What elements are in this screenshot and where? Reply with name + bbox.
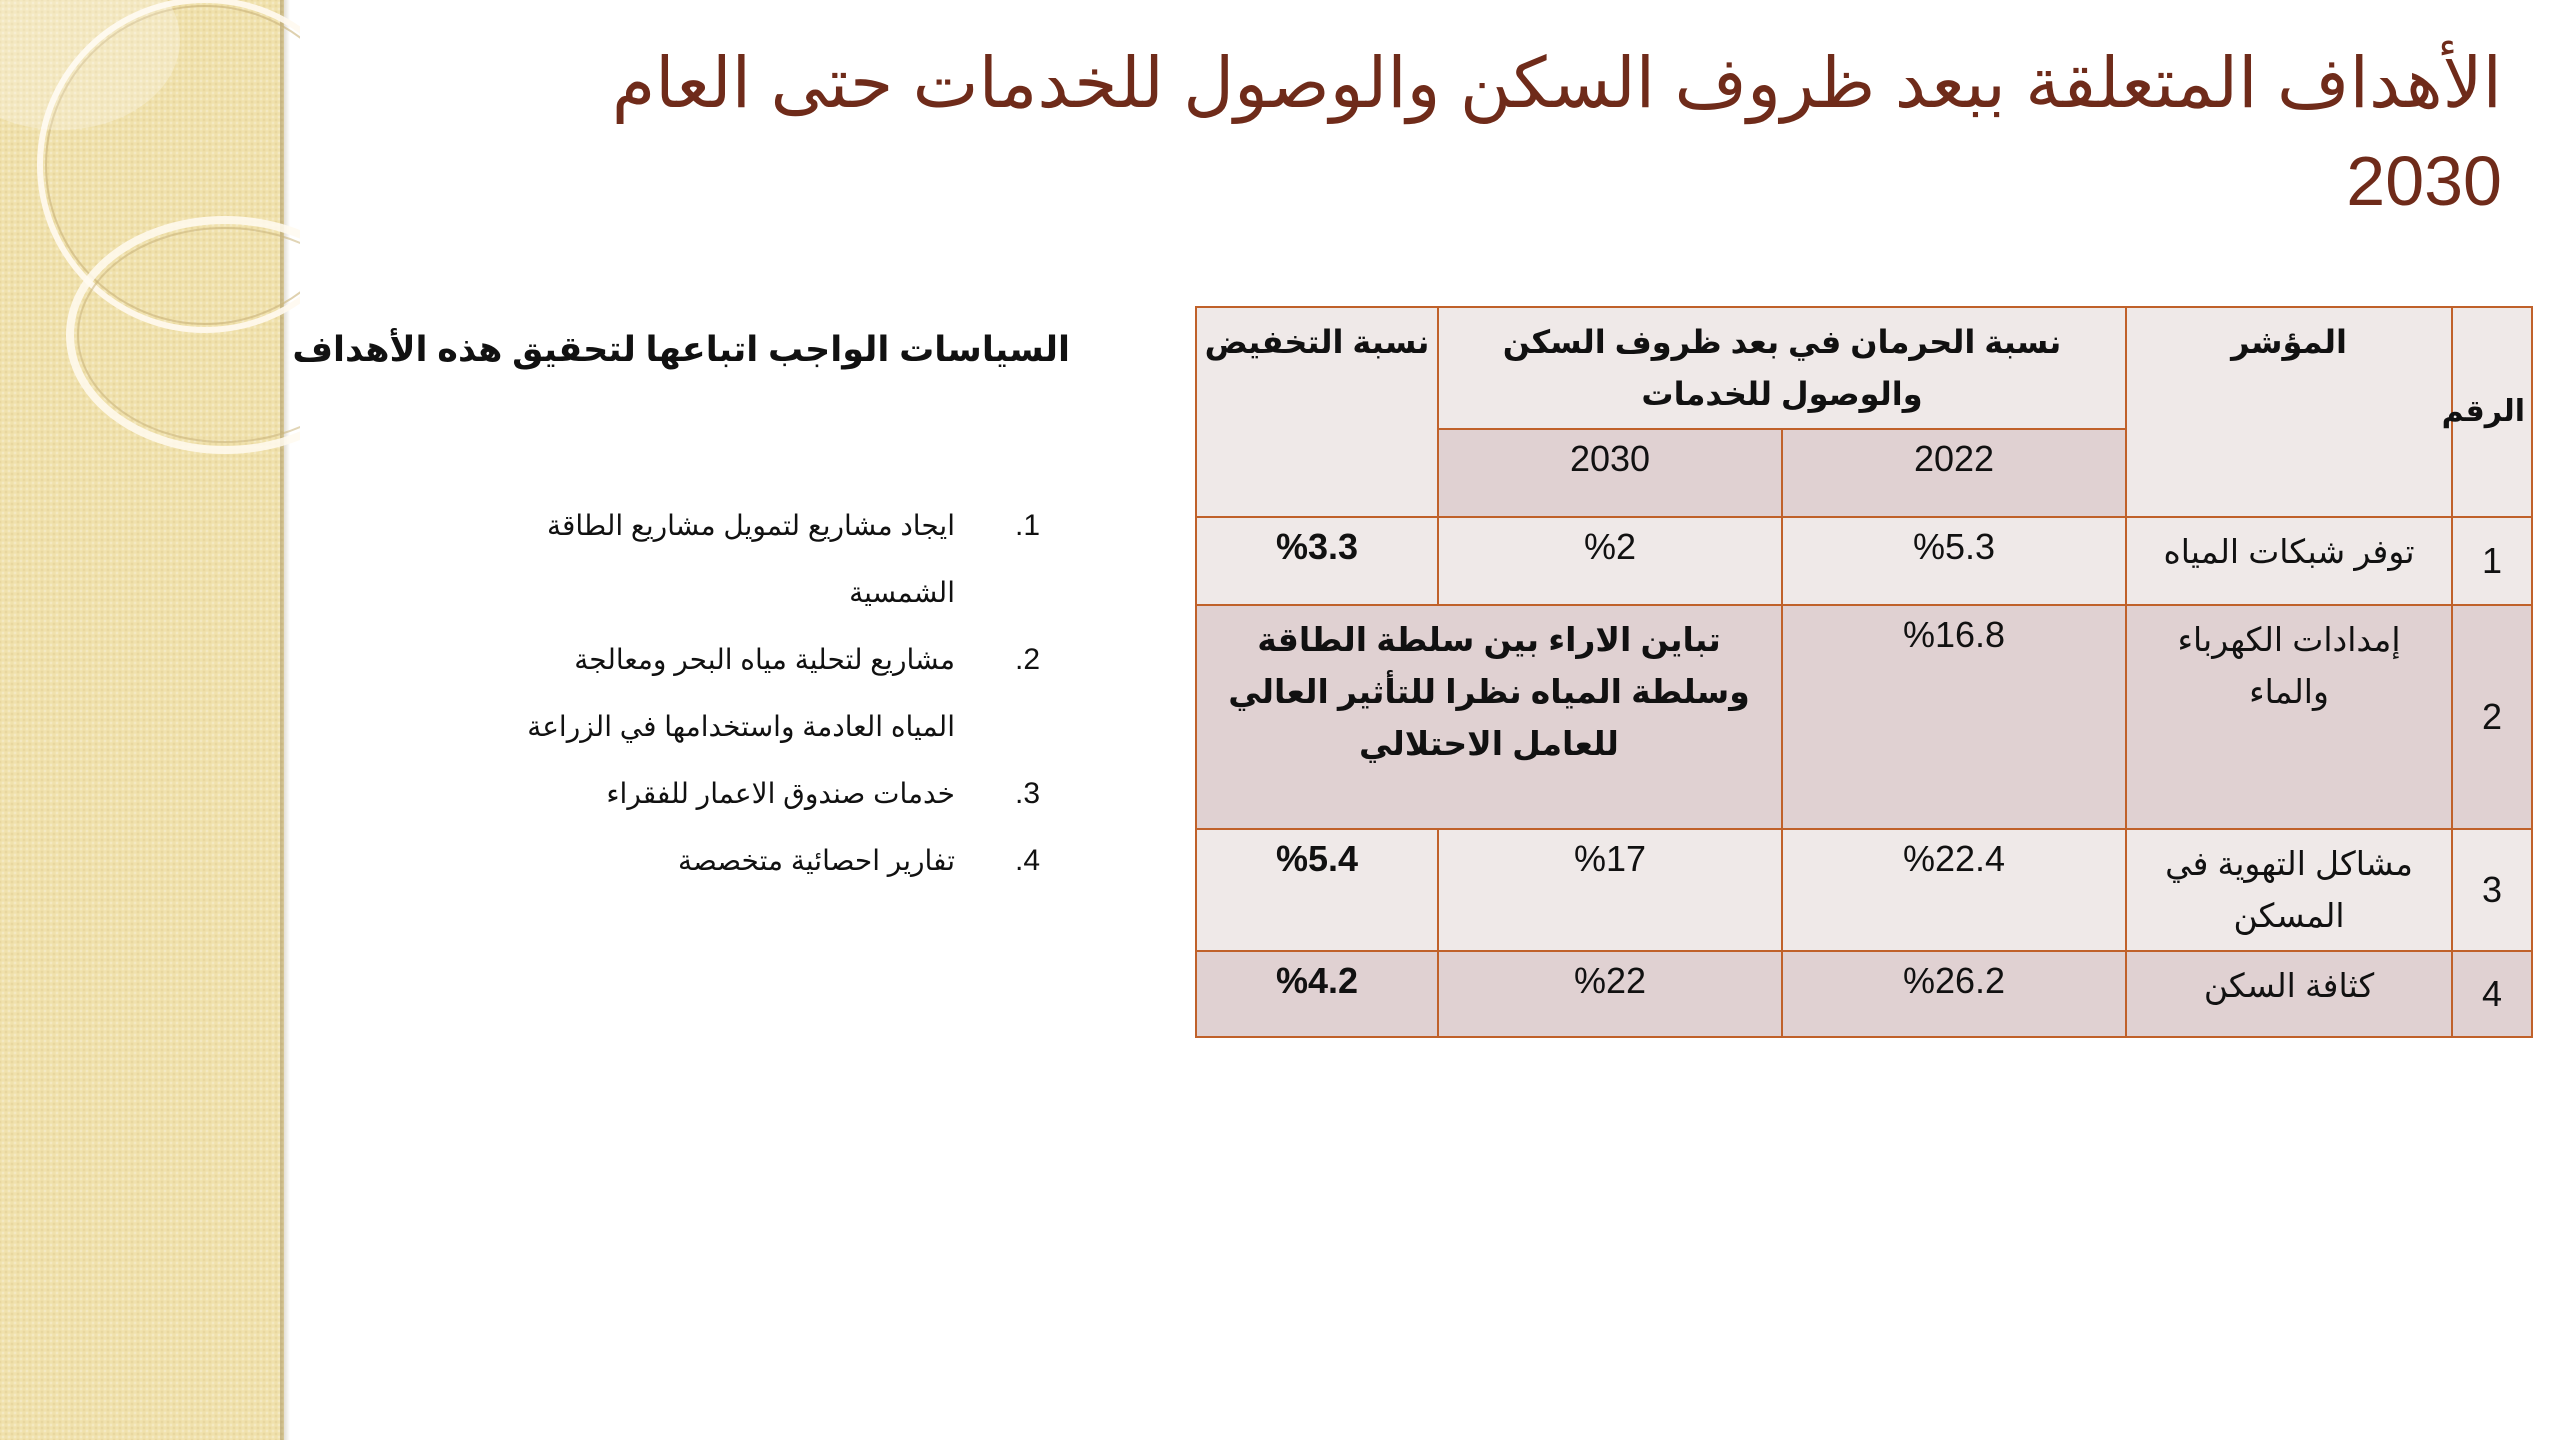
header-reduction: نسبة التخفيض xyxy=(1196,307,1438,517)
row-indicator: كثافة السكن xyxy=(2126,951,2452,1037)
table-row xyxy=(1196,517,2532,605)
policy-text: خدمات صندوق الاعمار للفقراء xyxy=(606,778,955,809)
row-reduction: %5.4 xyxy=(1196,829,1438,951)
header-deprivation: نسبة الحرمان في بعد ظروف السكن والوصول للخدمات xyxy=(1438,307,2126,429)
policy-number: 4. xyxy=(1014,844,1040,877)
row-indicator: إمدادات الكهرباء والماء xyxy=(2126,605,2452,829)
policy-item xyxy=(330,827,1070,894)
row-note: تباين الاراء بين سلطة الطاقة وسلطة المياه نظرا للتأثير العالي للعامل الاحتلالي xyxy=(1196,605,1782,829)
row-indicator: توفر شبكات المياه xyxy=(2126,517,2452,605)
row-value-2030: %2 xyxy=(1438,517,1782,605)
slide-title xyxy=(352,34,2502,230)
policies-list xyxy=(330,492,1070,894)
row-indicator: مشاكل التهوية في المسكن xyxy=(2126,829,2452,951)
policy-text: مشاريع لتحلية مياه البحر ومعالجة المياه العادمة واستخدامها في الزراعة xyxy=(527,644,955,742)
row-number: 3 xyxy=(2452,829,2532,951)
row-value-2030: %17 xyxy=(1438,829,1782,951)
slide-title-line-2: 2030 xyxy=(2346,142,2502,220)
slide-title-line-1: الأهداف المتعلقة ببعد ظروف السكن والوصول للخدمات حتى العام xyxy=(611,44,2502,122)
decorative-rings xyxy=(0,0,300,520)
policy-text: تفارير احصائية متخصصة xyxy=(677,845,955,876)
policies-heading: السياسات الواجب اتباعها لتحقيق هذه الأهداف xyxy=(292,330,1070,369)
row-number: 1 xyxy=(2452,517,2532,605)
header-year-2022: 2022 xyxy=(1782,429,2126,517)
row-value-2022: %22.4 xyxy=(1782,829,2126,951)
header-indicator: المؤشر xyxy=(2126,307,2452,517)
row-reduction: %4.2 xyxy=(1196,951,1438,1037)
header-number: الرقم xyxy=(2452,307,2532,517)
table-header-row xyxy=(1196,307,2532,429)
row-number: 4 xyxy=(2452,951,2532,1037)
deprivation-table xyxy=(1195,306,2533,1038)
row-number: 2 xyxy=(2452,605,2532,829)
policy-item xyxy=(330,626,1070,760)
header-year-2030: 2030 xyxy=(1438,429,1782,517)
table-row xyxy=(1196,951,2532,1037)
policy-item xyxy=(330,492,1070,626)
row-reduction: %3.3 xyxy=(1196,517,1438,605)
table-row xyxy=(1196,605,2532,829)
row-value-2022: %26.2 xyxy=(1782,951,2126,1037)
policy-number: 2. xyxy=(1014,643,1040,676)
policy-item xyxy=(330,760,1070,827)
table-row xyxy=(1196,829,2532,951)
row-value-2022: %5.3 xyxy=(1782,517,2126,605)
policy-number: 3. xyxy=(1014,777,1040,810)
policy-number: 1. xyxy=(1014,509,1040,542)
row-value-2030: %22 xyxy=(1438,951,1782,1037)
row-value-2022: %16.8 xyxy=(1782,605,2126,829)
policy-text: ايجاد مشاريع لتمويل مشاريع الطاقة الشمسية xyxy=(546,510,955,608)
